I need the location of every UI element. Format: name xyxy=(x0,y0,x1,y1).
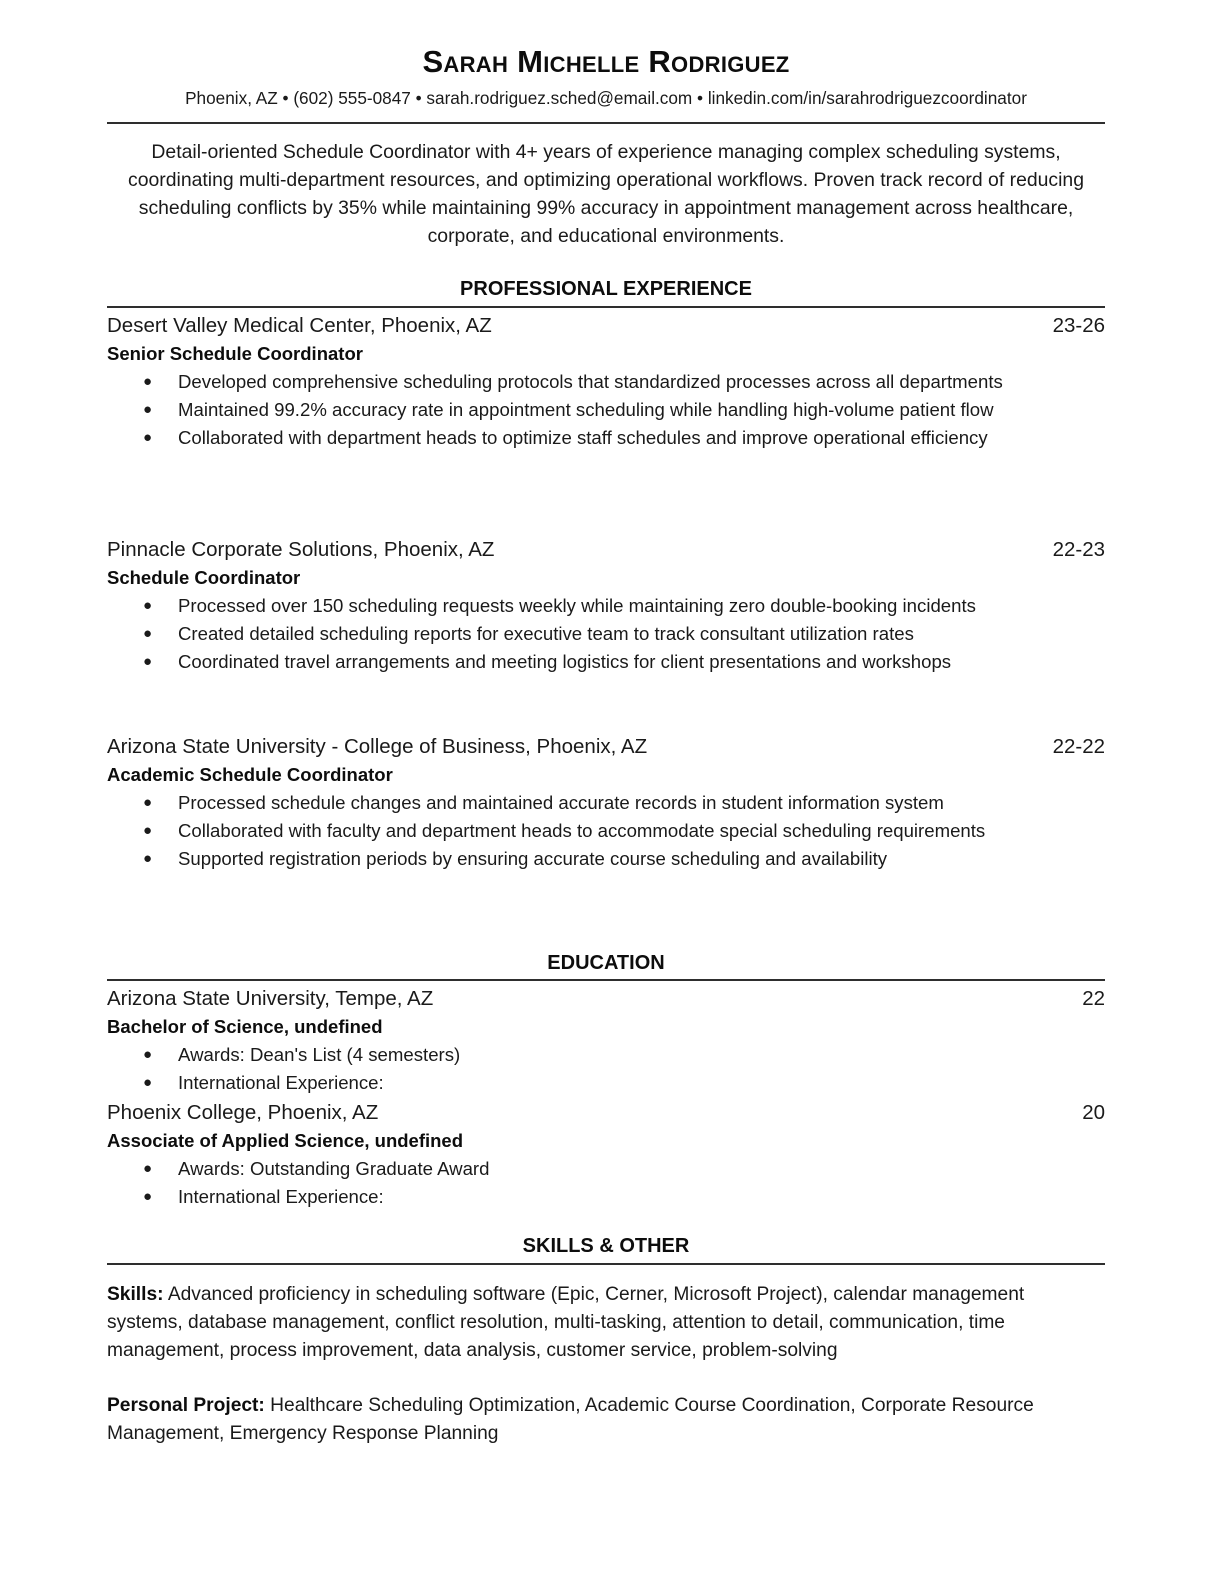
bullet-item xyxy=(107,817,1105,845)
bullet-text: Supported registration periods by ensuring accurate course scheduling and availability xyxy=(178,848,888,869)
bullet-text: Maintained 99.2% accuracy rate in appointment scheduling while handling high-volume patient flow xyxy=(178,399,994,420)
bullet-text: Collaborated with faculty and department heads to accommodate special scheduling requirements xyxy=(178,820,986,841)
degree: Associate of Applied Science, undefined xyxy=(107,1130,464,1151)
bullet-icon: ● xyxy=(143,822,153,839)
bullet-item xyxy=(107,648,1105,676)
bullet-icon: ● xyxy=(143,597,153,614)
bullet-item xyxy=(107,1041,1105,1069)
school-name: Arizona State University, Tempe, AZ xyxy=(107,987,434,1010)
bullet-icon: ● xyxy=(143,1188,153,1205)
job-bullets xyxy=(107,789,1105,873)
bullet-item xyxy=(107,592,1105,620)
education-bullets xyxy=(107,1041,1105,1097)
summary-paragraph: Detail-oriented Schedule Coordinator with 4+ years of experience managing complex scheduling systems, coordinating multi-department resources, and optimizing operational workflows. Proven track record of reducing scheduling conflicts by 35% while maintaining 99% accuracy in appointment management across healthcare, corporate, and educational environments. xyxy=(128,141,1084,247)
graduation-year: 20 xyxy=(1082,1101,1105,1124)
job-organization: Arizona State University - College of Business, Phoenix, AZ xyxy=(107,735,648,758)
job-bullets xyxy=(107,592,1105,676)
skills-divider xyxy=(107,1263,1105,1265)
contact-line: Phoenix, AZ • (602) 555-0847 • sarah.rodriguez.sched@email.com • linkedin.com/in/sarahrodriguezcoordinator xyxy=(185,88,1027,108)
section-title-education: EDUCATION xyxy=(547,952,665,974)
project-text: Healthcare Scheduling Optimization, Academic Course Coordination, Corporate Resource Management, Emergency Response Planning xyxy=(107,1395,1034,1444)
bullet-icon: ● xyxy=(143,373,153,390)
job-dates: 22-23 xyxy=(1052,538,1105,561)
bullet-item xyxy=(107,1183,1105,1211)
bullet-item xyxy=(107,1069,1105,1097)
bullet-item xyxy=(107,789,1105,817)
candidate-name: Sarah Michelle Rodriguez xyxy=(422,44,790,79)
header-divider xyxy=(107,122,1105,124)
bullet-text: Created detailed scheduling reports for executive team to track consultant utilization rates xyxy=(178,623,914,644)
bullet-text: International Experience: xyxy=(178,1072,384,1093)
project-label: Personal Project: xyxy=(107,1395,265,1416)
bullet-icon: ● xyxy=(143,1160,153,1177)
bullet-text: Awards: Outstanding Graduate Award xyxy=(178,1158,490,1179)
job-entry xyxy=(107,733,1105,873)
education-entry xyxy=(107,1099,1105,1211)
education-divider xyxy=(107,979,1105,981)
bullet-icon: ● xyxy=(143,429,153,446)
project-paragraph xyxy=(107,1392,1105,1448)
bullet-text: Processed schedule changes and maintained accurate records in student information system xyxy=(178,792,944,813)
bullet-text: International Experience: xyxy=(178,1186,384,1207)
bullet-text: Coordinated travel arrangements and meeting logistics for client presentations and workshops xyxy=(178,651,952,672)
bullet-item xyxy=(107,845,1105,873)
skills-paragraph xyxy=(107,1281,1105,1365)
school-name: Phoenix College, Phoenix, AZ xyxy=(107,1101,379,1124)
bullet-text: Developed comprehensive scheduling protocols that standardized processes across all departments xyxy=(178,371,1003,392)
bullet-icon: ● xyxy=(143,1046,153,1063)
section-title-skills: SKILLS & OTHER xyxy=(522,1235,690,1257)
bullet-text: Processed over 150 scheduling requests weekly while maintaining zero double-booking incidents xyxy=(178,595,976,616)
bullet-icon: ● xyxy=(143,625,153,642)
job-dates: 23-26 xyxy=(1052,314,1105,337)
bullet-text: Collaborated with department heads to optimize staff schedules and improve operational efficiency xyxy=(178,427,988,448)
job-role: Schedule Coordinator xyxy=(107,567,301,588)
skills-text: Advanced proficiency in scheduling software (Epic, Cerner, Microsoft Project), calendar management systems, database management, conflict resolution, multi-tasking, attention to detail, communication, time management, process improvement, data analysis, customer service, problem-solving xyxy=(107,1284,1025,1361)
education-entry xyxy=(107,985,1105,1097)
bullet-item xyxy=(107,368,1105,396)
job-organization: Desert Valley Medical Center, Phoenix, AZ xyxy=(107,314,492,337)
job-role: Academic Schedule Coordinator xyxy=(107,764,393,785)
bullet-icon: ● xyxy=(143,1074,153,1091)
job-bullets xyxy=(107,368,1105,452)
job-role: Senior Schedule Coordinator xyxy=(107,343,363,364)
job-organization: Pinnacle Corporate Solutions, Phoenix, AZ xyxy=(107,538,495,561)
job-entry xyxy=(107,536,1105,676)
graduation-year: 22 xyxy=(1082,987,1105,1010)
bullet-icon: ● xyxy=(143,850,153,867)
bullet-item xyxy=(107,396,1105,424)
bullet-item xyxy=(107,1155,1105,1183)
bullet-item xyxy=(107,424,1105,452)
bullet-icon: ● xyxy=(143,653,153,670)
bullet-icon: ● xyxy=(143,401,153,418)
bullet-item xyxy=(107,620,1105,648)
education-bullets xyxy=(107,1155,1105,1211)
bullet-text: Awards: Dean's List (4 semesters) xyxy=(178,1044,461,1065)
bullet-icon: ● xyxy=(143,794,153,811)
job-dates: 22-22 xyxy=(1052,735,1105,758)
degree: Bachelor of Science, undefined xyxy=(107,1016,383,1037)
experience-divider xyxy=(107,306,1105,308)
job-entry xyxy=(107,312,1105,452)
skills-label: Skills: xyxy=(107,1284,164,1305)
section-title-experience: PROFESSIONAL EXPERIENCE xyxy=(460,278,752,300)
